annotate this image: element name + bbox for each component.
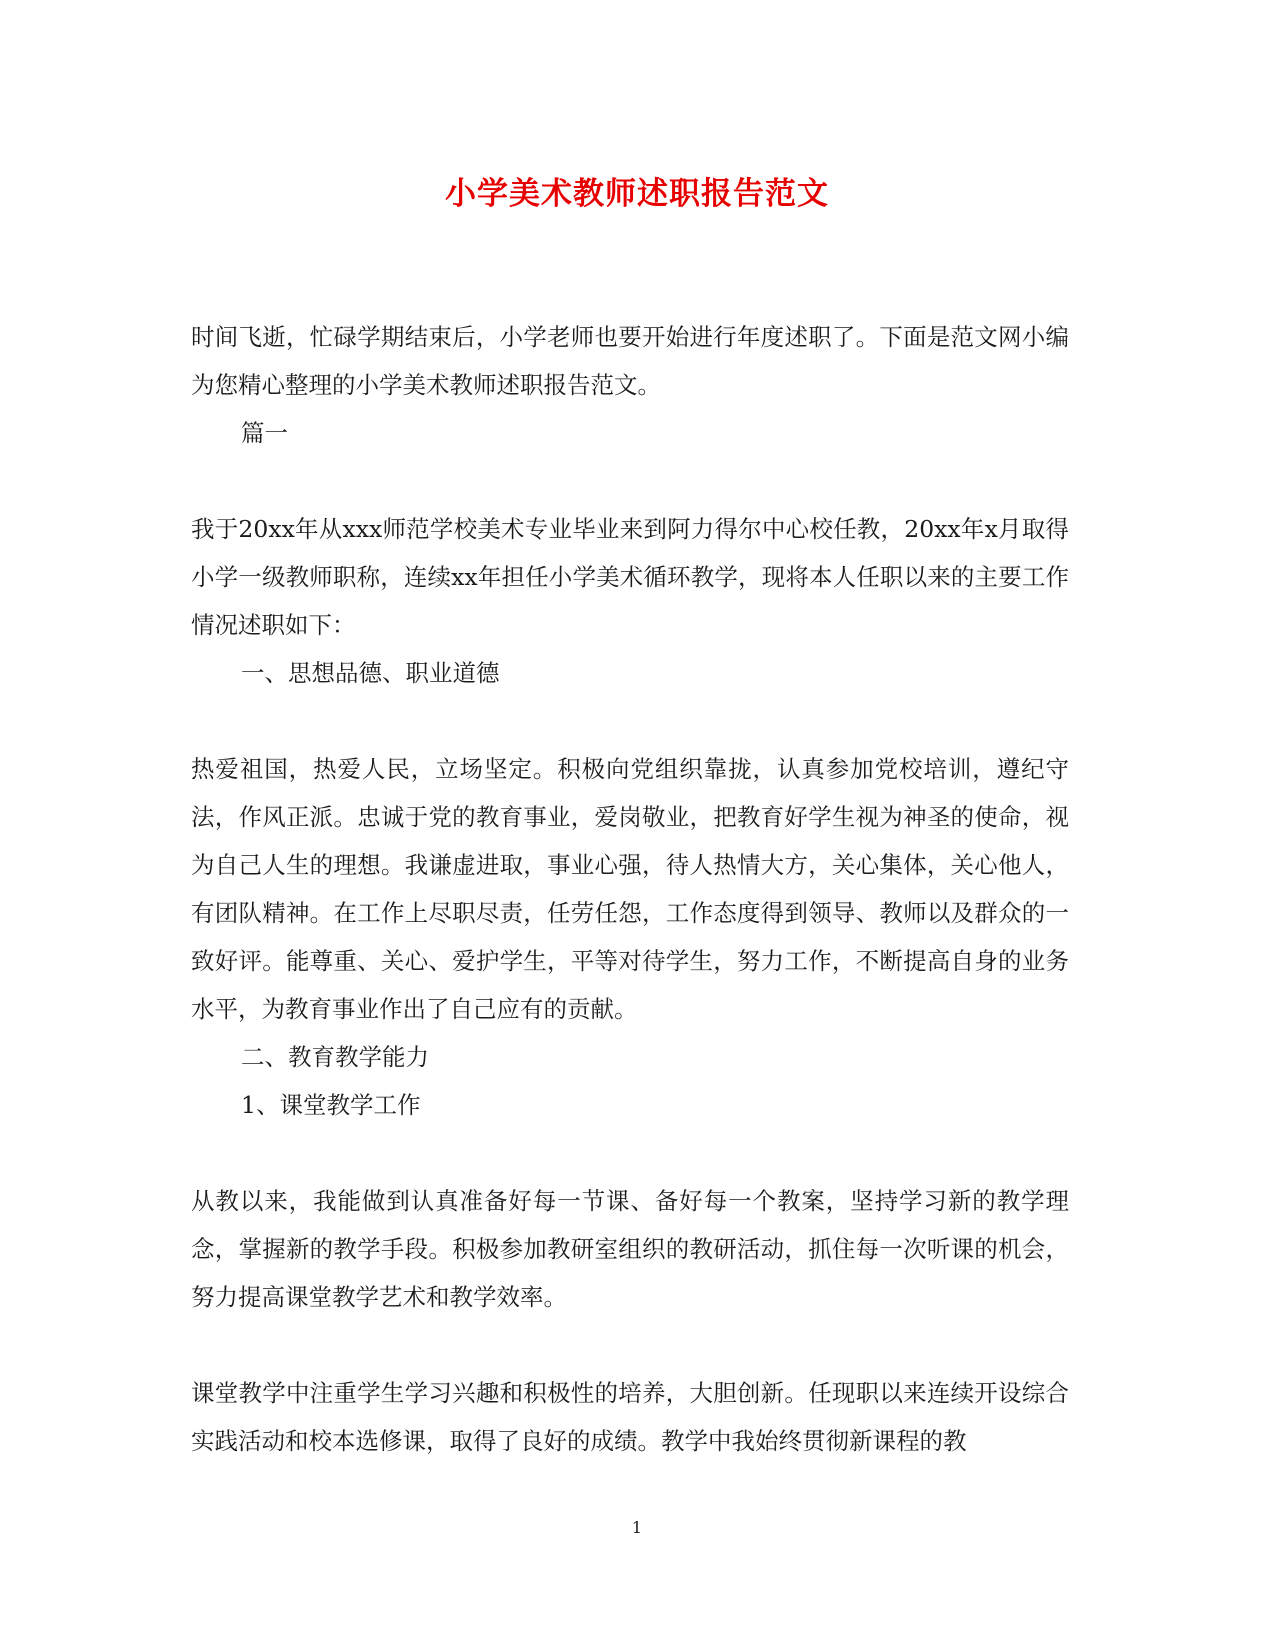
body-paragraph: 从教以来，我能做到认真准备好每一节课、备好每一个教案，坚持学习新的教学理念，掌握新的教学手段。积极参加教研室组织的教研活动，抓住每一次听课的机会，努力提高课堂教学艺术和教学效率。 xyxy=(191,1187,1069,1311)
paragraph-gap xyxy=(191,457,1069,505)
section-heading: 一、思想品德、职业道德 xyxy=(241,659,500,687)
page-number: 1 xyxy=(631,1518,643,1537)
document-body xyxy=(191,313,1069,1465)
body-paragraph: 热爱祖国，热爱人民，立场坚定。积极向党组织靠拢，认真参加党校培训，遵纪守法，作风正派。忠诚于党的教育事业，爱岗敬业，把教育好学生视为神圣的使命，视为自己人生的理想。我谦虚进取，事业心强，待人热情大方，关心集体，关心他人，有团队精神。在工作上尽职尽责，任劳任怨，工作态度得到领导、教师以及群众的一致好评。能尊重、关心、爱护学生，平等对待学生，努力工作，不断提高自身的业务水平，为教育事业作出了自己应有的贡献。 xyxy=(191,755,1069,1023)
body-paragraph: 课堂教学中注重学生学习兴趣和积极性的培养，大胆创新。任现职以来连续开设综合实践活动和校本选修课，取得了良好的成绩。教学中我始终贯彻新课程的教 xyxy=(191,1379,1069,1455)
section-heading: 篇一 xyxy=(241,419,288,447)
body-paragraph: 时间飞逝，忙碌学期结束后，小学老师也要开始进行年度述职了。下面是范文网小编为您精心整理的小学美术教师述职报告范文。 xyxy=(191,323,1069,399)
paragraph-gap xyxy=(191,1129,1069,1177)
paragraph-gap xyxy=(191,697,1069,745)
section-heading: 二、教育教学能力 xyxy=(241,1043,429,1071)
document-title: 小学美术教师述职报告范文 xyxy=(445,176,829,212)
paragraph-gap xyxy=(191,1321,1069,1369)
body-paragraph: 我于20xx年从xxx师范学校美术专业毕业来到阿力得尔中心校任教，20xx年x月取得小学一级教师职称，连续xx年担任小学美术循环教学，现将本人任职以来的主要工作情况述职如下： xyxy=(191,515,1069,639)
section-heading: 1、课堂教学工作 xyxy=(241,1091,421,1119)
